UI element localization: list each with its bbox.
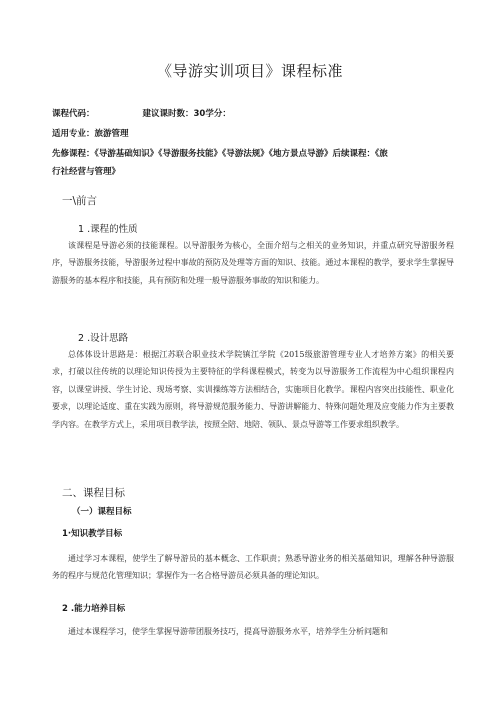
subsection-heading-knowledge: 1·知识教学目标 (62, 529, 123, 539)
course-code-label: 课程代码： (52, 109, 95, 119)
subsection-heading-course-objectives: （一）课程目标 (72, 507, 132, 517)
subsection-heading-nature: 1 .课程的性质 (78, 224, 138, 235)
paragraph-ability: 通过本课程学习，使学生掌握导游带团服务技巧，提高导游服务水平，培养学生分析问题和 (68, 627, 388, 636)
major-line: 适用专业：旅游管理 (52, 129, 129, 139)
course-code-line (52, 108, 231, 120)
subsection-heading-design: 2 .设计思路 (78, 333, 129, 344)
hours-credits-label: 建议课时数：30学分： (142, 109, 231, 119)
section-heading-objectives: 二、课程目标 (62, 487, 125, 499)
subsection-heading-ability: 2 .能力培养目标 (62, 604, 126, 614)
prerequisite-line-1: 先修课程：《导游基础知识》《导游服务技能》《导游法规》《地方景点导游》后续课程：《旅 (52, 149, 388, 159)
paragraph-nature: 该课程是导游必须的技能课程。以导游服务为核心，全面介绍与之相关的业务知识，并重点研究导游服务程序，导游服务技能，导游服务过程中事故的预防及处理等方面的知识、技能。通过本课程的教学，要求学生掌握导游服务的基本程序和技能，具有预防和处理一般导游服务事故的知识和能力。 (52, 241, 454, 285)
paragraph-knowledge: 通过学习本课程，使学生了解导游员的基本概念、工作职责；熟悉导游业务的相关基础知识，理解各种导游服务的程序与规范化管理知识；掌握作为一名合格导游员必须具备的理论知识。 (52, 554, 454, 581)
section-heading-preface: 一\前言 (62, 195, 98, 207)
prerequisite-line-2: 行社经营与管理》 (52, 167, 121, 177)
paragraph-design: 总体体设计思路是：根据江苏联合职业技术学院镇江学院《2015级旅游管理专业人才培养方案》的相关要求，打破以往传统的以理论知识传授为主要特征的学科课程模式，转变为以导游服务工作流程为中心组织课程内容，以课堂讲授、学生讨论、现场考察、实训操练等方法相结合，实施项目化教学。课程内容突出技能性、职业化要求，以理论适度、重在实践为原则，将导游规范服务能力、导游讲解能力、特殊问题处理及应变能力作为主要教学内容。在教学方式上，采用项目教学法，按照全陪、地陪、领队、景点导游等工作要求组织教学。 (52, 350, 454, 429)
document-title: 《导游实训项目》课程标准 (156, 62, 343, 80)
